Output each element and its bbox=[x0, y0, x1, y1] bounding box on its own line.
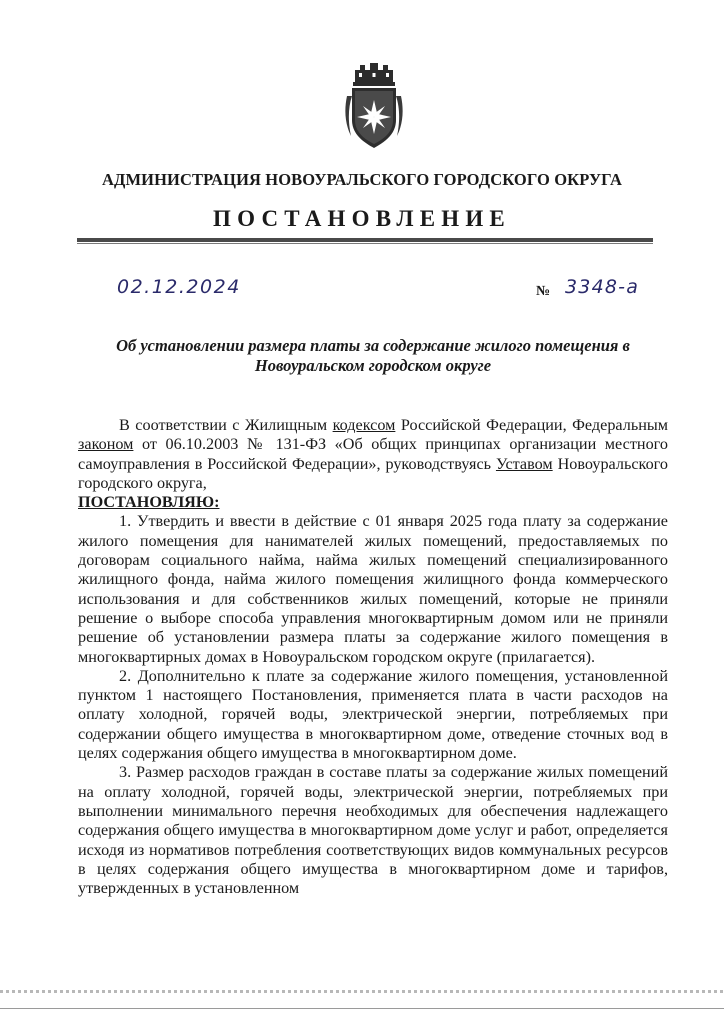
document-type: ПОСТАНОВЛЕНИЕ bbox=[213, 206, 511, 231]
header-rule-thin bbox=[77, 243, 653, 244]
decree-paragraph bbox=[78, 493, 668, 512]
document-body bbox=[78, 416, 668, 898]
preamble-paragraph bbox=[78, 416, 668, 493]
header-rule bbox=[77, 238, 653, 242]
number-sign: № bbox=[536, 284, 551, 299]
footer-rule bbox=[0, 1008, 724, 1009]
coat-of-arms-icon bbox=[343, 62, 405, 150]
preamble-text-2: Российской Федерации, Федеральным bbox=[395, 416, 668, 434]
subject-line-1: Об установлении размера платы за содержание жилого помещения в bbox=[116, 336, 630, 355]
preamble-text-1: В соответствии с Жилищным bbox=[119, 416, 333, 434]
decree-word: ПОСТАНОВЛЯЮ: bbox=[78, 493, 220, 512]
subject-line-2: Новоуральском городском округе bbox=[254, 356, 492, 375]
organization-title: АДМИНИСТРАЦИЯ НОВОУРАЛЬСКОГО ГОРОДСКОГО ОКРУГА bbox=[102, 170, 622, 189]
item-2: 2. Дополнительно к плате за содержание жилого помещения, установленной пунктом 1 настоящего Постановления, применяется плата в части расходов на оплату холодной, горячей воды, электрической энергии, потребляемых при содержании общего имущества в многоквартирном доме, отведение сточных вод в целях содержания общего имущества в многоквартирном доме. bbox=[78, 666, 668, 763]
code-link[interactable]: кодексом bbox=[332, 416, 396, 434]
law-link[interactable]: законом bbox=[78, 435, 134, 454]
document-number: 3348-а bbox=[565, 276, 640, 298]
document-date: 02.12.2024 bbox=[117, 276, 241, 298]
preamble-text-3: от 06.10.2003 № 131-ФЗ «Об общих принципах организации местного самоуправления в Российской Федерации», руководствуясь bbox=[78, 435, 668, 473]
item-1: 1. Утвердить и ввести в действие с 01 января 2025 года плату за содержание жилого помещения для нанимателей жилых помещений, предоставляемых по договорам социального найма, найма жилых помещений специализированного жилищного фонда, найма жилого помещения жилищного фонда коммерческого использования и для собственников жилых помещений, которые не приняли решение о выборе способа управления многоквартирным домом или не приняли решение об установлении размера платы за содержание жилого помещения в многоквартирных домах в Новоуральском городском округе (прилагается). bbox=[78, 512, 668, 666]
item-3: 3. Размер расходов граждан в составе платы за содержание жилых помещений на оплату холодной, горячей воды, электрической энергии, потребляемых при выполнении минимального перечня необходимых для обеспечения надлежащего содержания общего имущества в многоквартирном доме услуг и работ, определяется исходя из нормативов потребления соответствующих видов коммунальных ресурсов в целях содержания общего имущества в многоквартирном доме и тарифов, утвержденных в установленном bbox=[78, 763, 668, 898]
document-subject bbox=[90, 336, 656, 376]
preamble-text-4: Новоуральского городского округа, bbox=[78, 454, 668, 492]
charter-link[interactable]: Уставом bbox=[495, 454, 553, 473]
footer-dotted-rule bbox=[0, 990, 724, 993]
